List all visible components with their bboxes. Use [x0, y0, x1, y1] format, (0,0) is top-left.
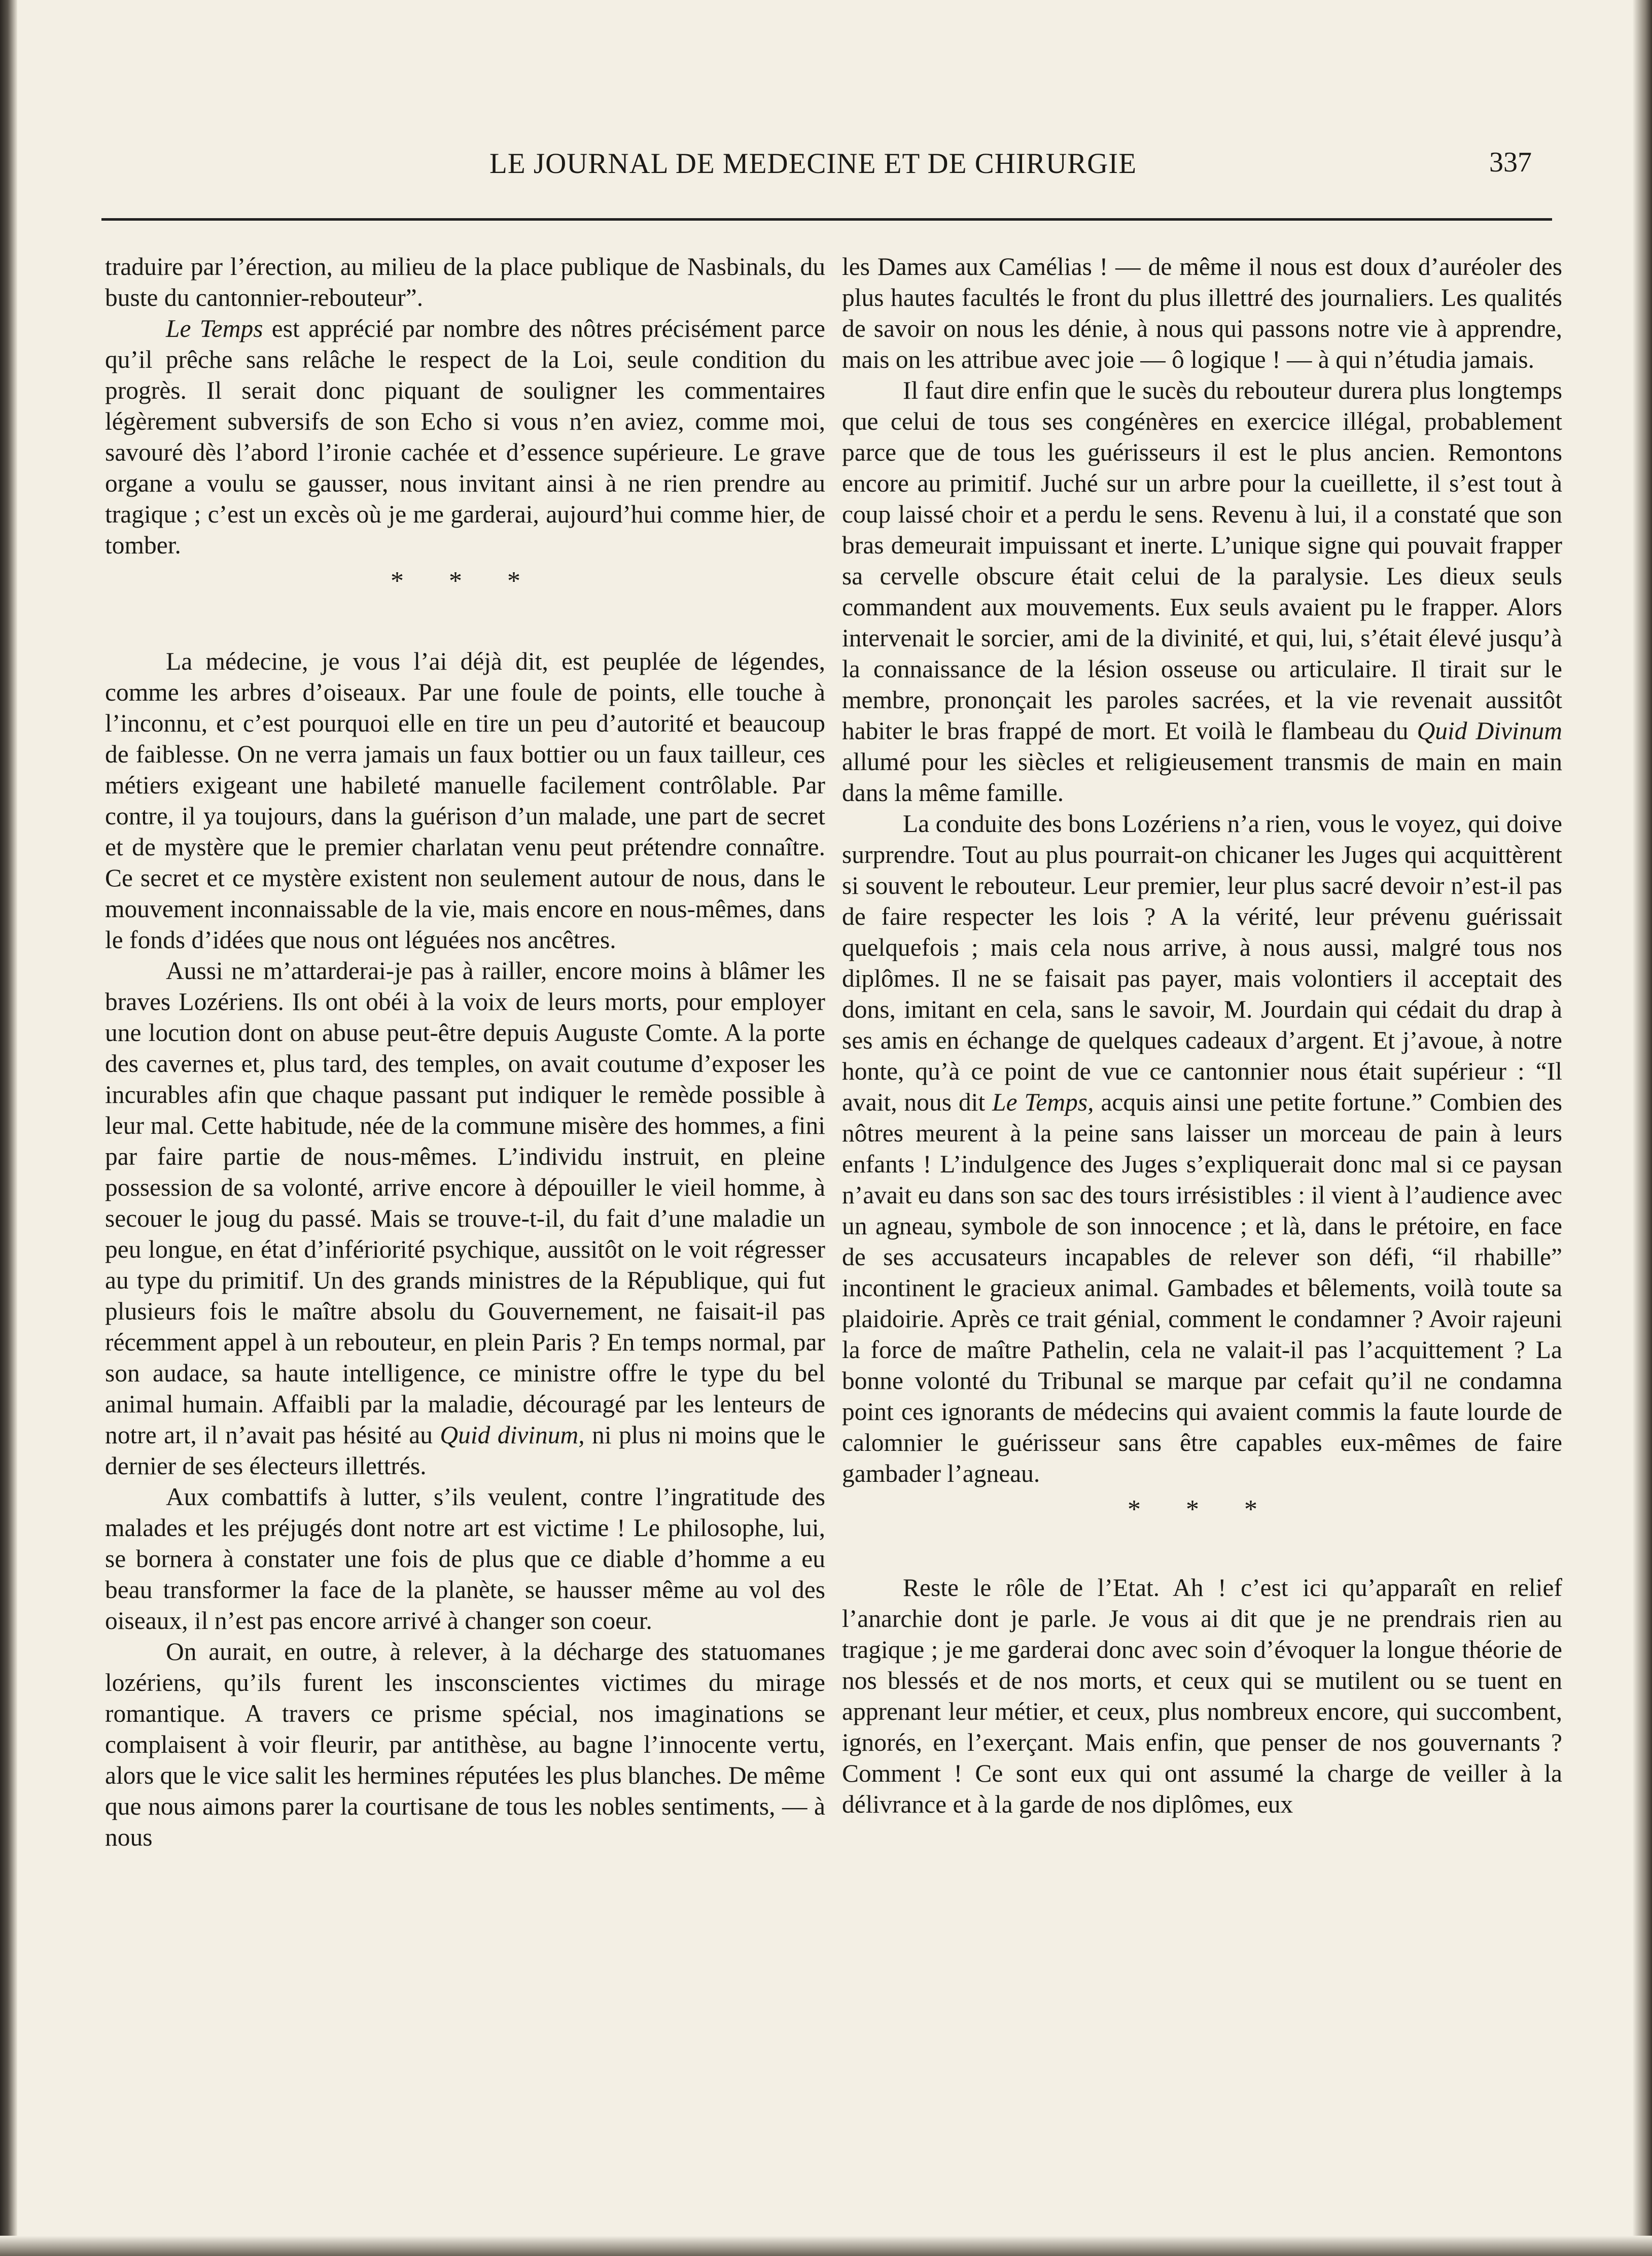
paragraph: les Dames aux Camélias ! — de même il nous est doux d’auréoler des plus hautes facultés le front du plus illettré des journaliers. Les qualités de savoir on nous les dénie, à nous qui passons notre vie à apprendre, mais on les attribue avec joie — ô logique ! — à qui n’étudia jamais.: [842, 253, 1562, 373]
italic-phrase: Quid divinum,: [440, 1421, 585, 1449]
italic-phrase: Quid Divinum: [1417, 717, 1562, 745]
paragraph: Le Temps est apprécié par nombre des nôtres précisément parce qu’il prêche sans relâche le respect de la Loi, seule condition du progrès. Il serait donc piquant de souligner les commentaires légèrement subversifs de son Echo si vous n’en aviez, comme moi, savouré dès l’abord l’ironie cachée et d’essence supérieure. Le grave organe a voulu se gausser, nous invitant ainsi à ne rien prendre au tragique ; c’est un excès où je me garderai, aujourd’hui comme hier, de tomber.: [105, 315, 825, 559]
italic-title: Le Temps: [166, 315, 263, 342]
section-break: * * *: [391, 567, 540, 596]
spacer: [105, 599, 825, 646]
journal-title: LE JOURNAL DE MEDECINE ET DE CHIRURGIE: [489, 148, 1137, 180]
right-column: [842, 251, 1562, 2204]
running-header: [101, 142, 1552, 198]
italic-title: Le Temps,: [992, 1088, 1094, 1116]
paragraph: On aurait, en outre, à relever, à la décharge des statuomanes lozériens, qu’ils furent les insconscientes victimes du mirage romantique. A travers ce prisme spécial, nos imaginations se complaisent à voir fleurir, par antithèse, au bagne l’innocente vertu, alors que le vice salit les hermines réputées les plus blanches. De même que nous aimons parer la courtisane de tous les nobles sentiments, — à nous: [105, 1638, 825, 1851]
paragraph: Reste le rôle de l’Etat. Ah ! c’est ici qu’apparaît en relief l’anarchie dont je parle. Je vous ai dit que je ne prendrais rien au tragique ; je me garderai donc avec soin d’évoquer la longue théorie de nos blessés et de nos morts, et ceux qui se mutilent ou se tuent en apprenant leur métier, et ceux, plus nombreux encore, qui succombent, ignorés, en l’exerçant. Mais enfin, que penser de nos gouvernants ? Comment ! Ce sont eux qui ont assumé la charge de veiller à la délivrance et à la garde de nos diplômes, eux: [842, 1574, 1562, 1818]
paragraph: Il faut dire enfin que le sucès du rebouteur durera plus longtemps que celui de tous ses congénères en exercice illégal, probablement parce que de tous les guérisseurs il est le plus ancien. Remontons encore au primitif. Juché sur un arbre pour la cueillette, il s’est tout à coup laissé choir et a perdu le sens. Revenu à lui, il a constaté que son bras demeurait impuissant et inerte. L’unique signe qui pouvait frapper sa cervelle obscure était celui de la paralysie. Les dieux seuls commandent aux mouvements. Eux seuls avaient pu le frapper. Alors intervenait le sorcier, ami de la divinité, et qui, lui, s’était élevé jusqu’à la connaissance de la lésion osseuse ou articulaire. Il tirait sur le membre, prononçait les paroles sacrées, et la vie revenait aussitôt habiter le bras frappé de mort. Et voilà le flambeau du Quid Divinum allumé pour les siècles et religieusement transmis de main en main dans la même famille.: [842, 376, 1562, 807]
page-number: 337: [1489, 147, 1532, 178]
header-rule: [101, 218, 1552, 221]
paragraph: La conduite des bons Lozériens n’a rien, vous le voyez, qui doive surprendre. Tout au plus pourrait-on chicaner les Juges qui acquittèrent si souvent le rebouteur. Leur premier, leur plus sacré devoir n’est-il pas de faire respecter les lois ? A la vérité, leur prévenu guérissait quelquefois ; mais cela nous arrive, à nous aussi, malgré tous nos diplômes. Il ne se faisait pas payer, mais volontiers il acceptait des dons, imitant en cela, sans le savoir, M. Jourdain qui cédait du drap à ses amis en échange de quelques cadeaux d’argent. Et j’avoue, à notre honte, qu’à ce point de vue ce cantonnier nous était supérieur : “Il avait, nous dit Le Temps, acquis ainsi une petite fortune.” Combien des nôtres meurent à la peine sans laisser un morceau de pain à leurs enfants ! L’indulgence des Juges s’expliquerait donc mal si ce paysan n’avait eu dans son sac des tours irrésistibles : il vient à l’audience avec un agneau, symbole de son innocence ; et là, dans le prétoire, en face de ses accusateurs incapables de relever son défi, “il rhabille” incontinent le gracieux animal. Gambades et bêlements, voilà toute sa plaidoirie. Après ce trait génial, comment le condamner ? Avoir rajeuni la force de maître Pathelin, cela ne valait-il pas l’acquittement ? La bonne volonté du Tribunal se marque par cefait qu’il ne condamna point ces ignorants de médecins qui avaient commis la faute lourde de calomnier le guérisseur sans être capables eux-mêmes de faire gambader l’agneau.: [842, 810, 1562, 1487]
paragraph: traduire par l’érection, au milieu de la place publique de Nasbinals, du buste du cantonnier-rebouteur”.: [105, 253, 825, 311]
page-edge-bottom: [0, 2236, 1652, 2256]
paragraph: Aux combattifs à lutter, s’ils veulent, contre l’ingratitude des malades et les préjugés dont notre art est victime ! Le philosophe, lui, se bornera à constater une fois de plus que ce diable d’homme a eu beau transformer la face de la planète, se hausser même au vol des oiseaux, il n’est pas encore arrivé à changer son coeur.: [105, 1483, 825, 1635]
left-column: [105, 251, 825, 2204]
spacer: [842, 1528, 1562, 1572]
paragraph: Aussi ne m’attarderai-je pas à railler, encore moins à blâmer les braves Lozériens. Ils ont obéi à la voix de leurs morts, pour employer une locution dont on abuse peut-être depuis Auguste Comte. A la porte des cavernes et, plus tard, des temples, on avait coutume d’exposer les incurables afin que chaque passant put indiquer le remède possible à leur mal. Cette habitude, née de la commune misère des hommes, a fini par faire partie de nous-mêmes. L’individu instruit, en pleine possession de sa volonté, arrive encore à dépouiller le vieil homme, à secouer le joug du passé. Mais se trouve-t-il, du fait d’une maladie un peu longue, en état d’infériorité psychique, aussitôt on le voit régresser au type du primitif. Un des grands ministres de la République, qui fut plusieurs fois le maître absolu du Gouvernement, ne faisait-il pas récemment appel à un rebouteur, en plein Paris ? En temps normal, par son audace, sa haute intelligence, ce ministre offre le type du bel animal humain. Affaibli par la maladie, découragé par les lenteurs de notre art, il n’avait pas hésité au Quid divinum, ni plus ni moins que le dernier de ses électeurs illettrés.: [105, 957, 825, 1480]
paragraph: La médecine, je vous l’ai déjà dit, est peuplée de légendes, comme les arbres d’oiseaux. Par une foule de points, elle touche à l’inconnu, et c’est pourquoi elle en tire un peu d’autorité et beaucoup de faiblesse. On ne verra jamais un faux bottier ou un faux tailleur, ces métiers exigeant une habileté manuelle facilement contrôlable. Par contre, il ya toujours, dans la guérison d’un malade, une part de secret et de mystère que le premier charlatan venu peut prétendre connaître. Ce secret et ce mystère existent non seulement autour de nous, dans le mouvement inconnaissable de la vie, mais encore en nous-mêmes, dans le fonds d’idées que nous ont léguées nos ancêtres.: [105, 647, 825, 954]
page-edge-right: [1633, 0, 1652, 2256]
section-break: * * *: [1128, 1495, 1277, 1524]
page-edge-left: [0, 0, 17, 2256]
